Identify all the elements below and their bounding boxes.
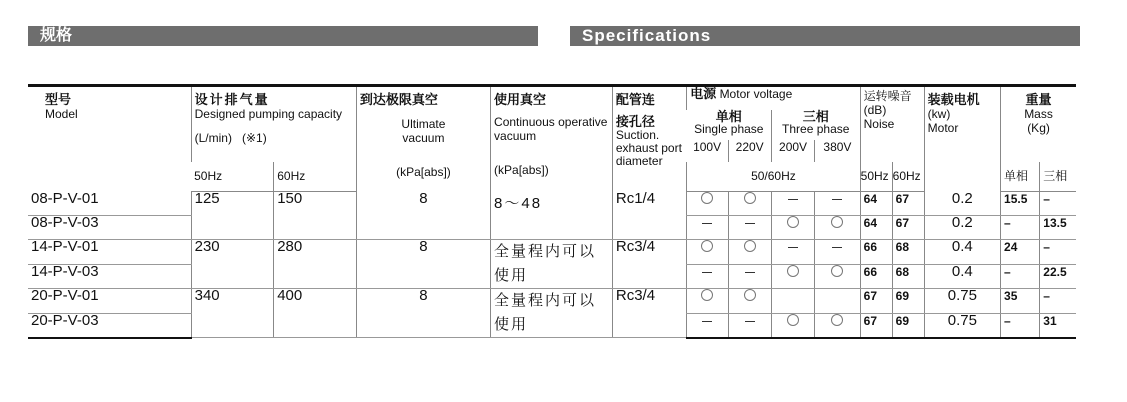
motor-cell: 0.4 bbox=[924, 264, 1000, 289]
spec-table bbox=[28, 84, 1076, 339]
available-circle-icon bbox=[701, 289, 713, 301]
continuous-header-en: Continuous operative vacuum bbox=[494, 115, 608, 143]
motor-cell: 0.75 bbox=[924, 289, 1000, 314]
capacity-header-zh: 设计排气量 bbox=[194, 92, 270, 107]
mass-header-zh: 重量 bbox=[1025, 92, 1052, 107]
voltage-200v: 200V bbox=[771, 140, 814, 162]
noise-60hz-cell: 69 bbox=[892, 313, 924, 338]
mass-three-cell: – bbox=[1040, 192, 1076, 216]
unavailable-dash-icon bbox=[788, 247, 798, 248]
mass-three-cell: 13.5 bbox=[1040, 216, 1076, 240]
unavailable-dash-icon bbox=[702, 272, 712, 273]
model-header-zh: 型号 bbox=[45, 92, 72, 107]
voltage-cell bbox=[815, 240, 860, 265]
capacity-60hz: 60Hz bbox=[274, 162, 357, 192]
section-band-en bbox=[570, 26, 1080, 46]
capacity-60hz-cell: 150 bbox=[274, 192, 357, 240]
mass-single-cell: – bbox=[1001, 216, 1040, 240]
capacity-60hz-cell: 400 bbox=[274, 289, 357, 338]
single-phase-en: Single phase bbox=[694, 121, 764, 136]
continuous-unit: (kPa[abs]) bbox=[494, 163, 549, 177]
single-phase-header bbox=[687, 110, 772, 140]
voltage-cell bbox=[771, 264, 814, 289]
continuous-header-zh: 使用真空 bbox=[494, 92, 547, 107]
voltage-cell bbox=[815, 192, 860, 216]
voltage-cell bbox=[815, 264, 860, 289]
available-circle-icon bbox=[787, 265, 799, 277]
mass-three-cell: 22.5 bbox=[1040, 264, 1076, 289]
voltage-header-zh: 电源 bbox=[690, 86, 717, 101]
noise-50hz: 50Hz bbox=[860, 162, 892, 192]
voltage-cell bbox=[728, 216, 771, 240]
capacity-header bbox=[191, 86, 356, 162]
voltage-cell bbox=[687, 313, 728, 338]
voltage-cell bbox=[771, 289, 814, 314]
voltage-cell bbox=[771, 192, 814, 216]
voltage-header bbox=[687, 86, 860, 110]
ultimate-cell: 8 bbox=[356, 240, 490, 289]
continuous-cell: 全量程内可以使用 bbox=[491, 289, 613, 338]
model-cell: 14-P-V-01 bbox=[28, 240, 191, 265]
ultimate-header-zh: 到达极限真空 bbox=[359, 92, 438, 107]
noise-50hz-cell: 67 bbox=[860, 313, 892, 338]
noise-60hz-cell: 69 bbox=[892, 289, 924, 314]
motor-cell: 0.2 bbox=[924, 216, 1000, 240]
single-phase-zh: 单相 bbox=[715, 108, 742, 124]
three-phase-en: Three phase bbox=[782, 121, 850, 136]
section-title-zh: 规格 bbox=[40, 27, 73, 44]
mass-single-cell: – bbox=[1001, 264, 1040, 289]
unavailable-dash-icon bbox=[702, 223, 712, 224]
motor-cell: 0.2 bbox=[924, 192, 1000, 216]
port-header-en: Suction. exhaust port diameter bbox=[615, 128, 682, 168]
available-circle-icon bbox=[787, 216, 799, 228]
motor-header bbox=[924, 86, 1000, 192]
model-cell: 08-P-V-03 bbox=[28, 216, 191, 240]
capacity-50hz-cell: 125 bbox=[191, 192, 274, 240]
available-circle-icon bbox=[831, 314, 843, 326]
mass-single-label: 单相 bbox=[1001, 162, 1040, 192]
port-header-zh2: 接孔径 bbox=[615, 114, 655, 129]
available-circle-icon bbox=[787, 314, 799, 326]
model-cell: 20-P-V-01 bbox=[28, 289, 191, 314]
model-cell: 14-P-V-03 bbox=[28, 264, 191, 289]
mass-three-cell: 31 bbox=[1040, 313, 1076, 338]
mass-unit: (Kg) bbox=[1027, 121, 1050, 135]
mass-three-cell: – bbox=[1040, 289, 1076, 314]
voltage-cell bbox=[771, 240, 814, 265]
noise-60hz-cell: 67 bbox=[892, 216, 924, 240]
unavailable-dash-icon bbox=[788, 199, 798, 200]
table-row bbox=[28, 240, 1076, 265]
port-cell: Rc1/4 bbox=[612, 192, 686, 240]
capacity-50hz: 50Hz bbox=[191, 162, 274, 192]
voltage-cell bbox=[815, 216, 860, 240]
noise-60hz: 60Hz bbox=[892, 162, 924, 192]
mass-header-en: Mass bbox=[1024, 107, 1053, 121]
continuous-cell: 全量程内可以使用 bbox=[491, 240, 613, 289]
model-header-en: Model bbox=[45, 107, 78, 121]
noise-50hz-cell: 64 bbox=[860, 192, 892, 216]
unavailable-dash-icon bbox=[745, 272, 755, 273]
model-header bbox=[28, 86, 191, 192]
ultimate-cell: 8 bbox=[356, 289, 490, 338]
capacity-unit: (L/min) bbox=[194, 131, 232, 145]
noise-header-en: Noise bbox=[863, 117, 895, 131]
spec-table-body bbox=[28, 189, 1076, 338]
unavailable-dash-icon bbox=[832, 247, 842, 248]
noise-50hz-cell: 64 bbox=[860, 216, 892, 240]
noise-60hz-cell: 68 bbox=[892, 240, 924, 265]
mass-single-cell: – bbox=[1001, 313, 1040, 338]
available-circle-icon bbox=[701, 192, 713, 204]
model-cell: 08-P-V-01 bbox=[28, 192, 191, 216]
continuous-header bbox=[491, 86, 613, 192]
available-circle-icon bbox=[744, 289, 756, 301]
port-header-zh1: 配管连 bbox=[615, 92, 655, 107]
voltage-cell bbox=[728, 264, 771, 289]
voltage-cell bbox=[771, 216, 814, 240]
mass-single-cell: 35 bbox=[1001, 289, 1040, 314]
capacity-50hz-cell: 230 bbox=[191, 240, 274, 289]
voltage-cell bbox=[728, 192, 771, 216]
voltage-cell bbox=[771, 313, 814, 338]
available-circle-icon bbox=[744, 192, 756, 204]
capacity-header-en: Designed pumping capacity bbox=[194, 107, 343, 121]
noise-60hz-cell: 67 bbox=[892, 192, 924, 216]
noise-60hz-cell: 68 bbox=[892, 264, 924, 289]
frequency-label: 50/60Hz bbox=[687, 162, 860, 192]
noise-header-zh: 运转噪音 bbox=[863, 89, 912, 103]
mass-single-cell: 24 bbox=[1001, 240, 1040, 265]
voltage-cell bbox=[687, 289, 728, 314]
voltage-cell bbox=[687, 192, 728, 216]
voltage-cell bbox=[687, 240, 728, 265]
motor-cell: 0.75 bbox=[924, 313, 1000, 338]
ultimate-header bbox=[356, 86, 490, 192]
available-circle-icon bbox=[744, 240, 756, 252]
mass-single-cell: 15.5 bbox=[1001, 192, 1040, 216]
three-phase-header bbox=[771, 110, 860, 140]
capacity-50hz-cell: 340 bbox=[191, 289, 274, 338]
unavailable-dash-icon bbox=[745, 223, 755, 224]
port-cell: Rc3/4 bbox=[612, 240, 686, 289]
voltage-cell bbox=[815, 313, 860, 338]
noise-unit: (dB) bbox=[863, 103, 887, 117]
mass-three-label: 三相 bbox=[1040, 162, 1076, 192]
three-phase-zh: 三相 bbox=[802, 108, 829, 124]
capacity-60hz-cell: 280 bbox=[274, 240, 357, 289]
voltage-cell bbox=[815, 289, 860, 314]
port-header bbox=[612, 86, 686, 192]
capacity-note: (※1) bbox=[241, 131, 267, 145]
available-circle-icon bbox=[701, 240, 713, 252]
model-cell: 20-P-V-03 bbox=[28, 313, 191, 338]
voltage-220v: 220V bbox=[728, 140, 771, 162]
unavailable-dash-icon bbox=[702, 321, 712, 322]
table-row bbox=[28, 289, 1076, 314]
unavailable-dash-icon bbox=[745, 321, 755, 322]
voltage-cell bbox=[728, 240, 771, 265]
mass-header bbox=[1001, 86, 1076, 162]
noise-50hz-cell: 66 bbox=[860, 264, 892, 289]
table-row bbox=[28, 192, 1076, 216]
port-cell: Rc3/4 bbox=[612, 289, 686, 338]
motor-cell: 0.4 bbox=[924, 240, 1000, 265]
motor-header-zh: 装载电机 bbox=[927, 92, 980, 107]
noise-50hz-cell: 67 bbox=[860, 289, 892, 314]
section-band-zh bbox=[28, 26, 538, 46]
unavailable-dash-icon bbox=[832, 199, 842, 200]
available-circle-icon bbox=[831, 216, 843, 228]
voltage-380v: 380V bbox=[815, 140, 860, 162]
ultimate-unit: (kPa[abs]) bbox=[396, 165, 451, 179]
noise-header bbox=[860, 86, 924, 162]
voltage-header-en: Motor voltage bbox=[719, 87, 793, 101]
section-title-en: Specifications bbox=[582, 26, 712, 45]
continuous-cell: 8～48 bbox=[491, 192, 613, 240]
voltage-100v: 100V bbox=[693, 139, 722, 154]
ultimate-cell: 8 bbox=[356, 192, 490, 240]
voltage-cell bbox=[687, 216, 728, 240]
mass-three-cell: – bbox=[1040, 240, 1076, 265]
motor-unit: (kw) bbox=[927, 107, 951, 121]
voltage-cell bbox=[728, 313, 771, 338]
voltage-cell bbox=[728, 289, 771, 314]
available-circle-icon bbox=[831, 265, 843, 277]
voltage-cell bbox=[687, 264, 728, 289]
motor-header-en: Motor bbox=[927, 121, 959, 135]
ultimate-header-en: Ultimate vacuum bbox=[401, 117, 446, 145]
noise-50hz-cell: 66 bbox=[860, 240, 892, 265]
